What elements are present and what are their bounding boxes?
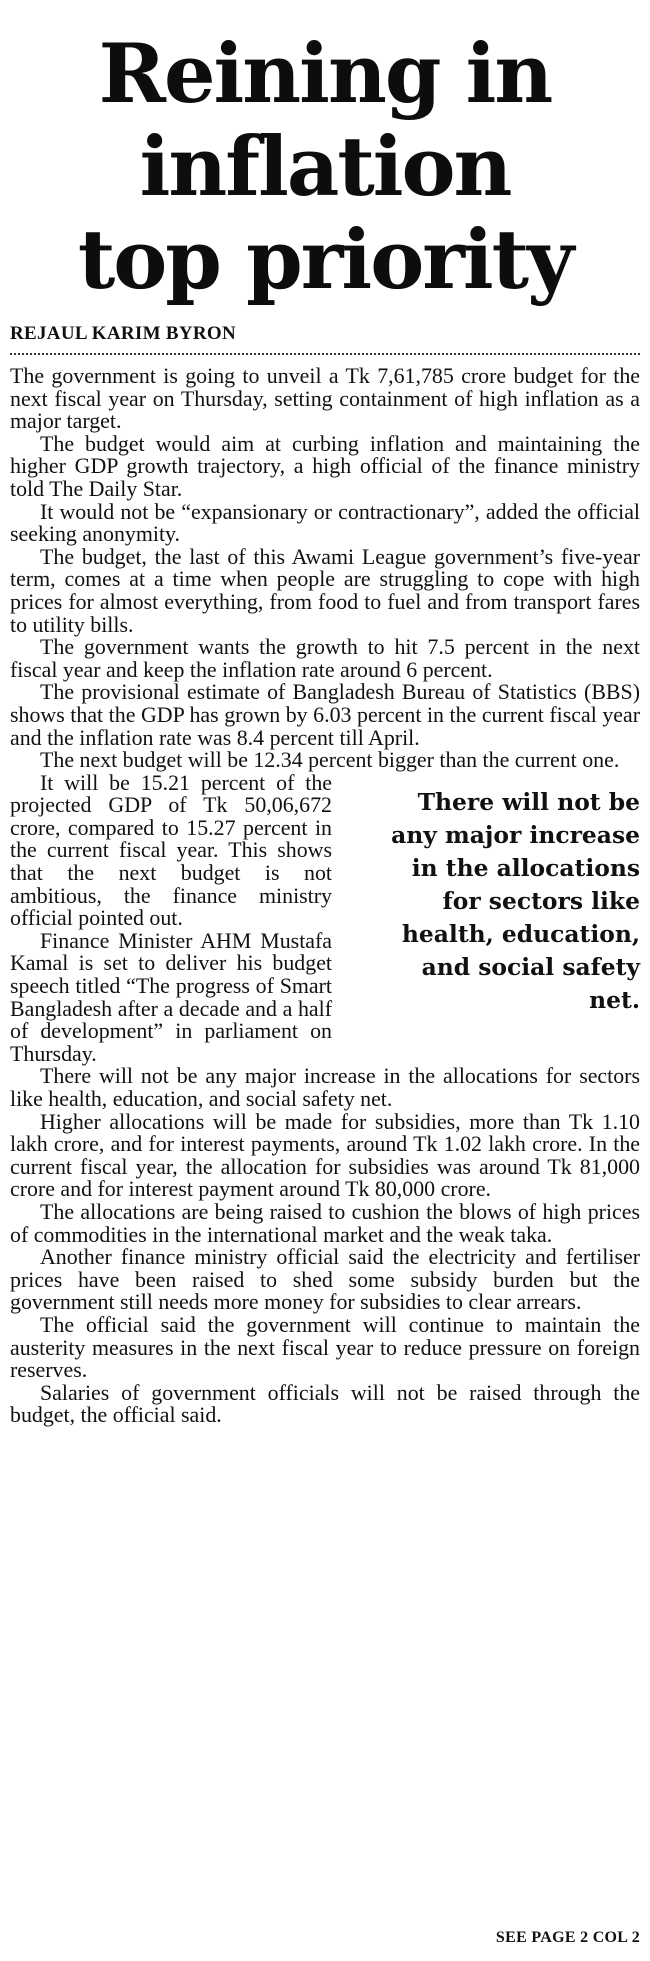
pull-quote-line: health, education, xyxy=(401,919,640,948)
paragraph: The provisional estimate of Bangladesh Bureau of Statistics (BBS) shows that the GDP has grown by 6.03 percent in the current fiscal year and the inflation rate was 8.4 percent till April. xyxy=(10,679,640,750)
paragraph: There will not be any major increase in the allocations for sectors like health, education, and social safety net. xyxy=(10,1063,640,1111)
pull-quote-line: net. xyxy=(589,985,640,1014)
paragraph: Higher allocations will be made for subsidies, more than Tk 1.10 lakh crore, and for interest payments, around Tk 1.02 lakh crore. In the current fiscal year, the allocation for subsidies was around Tk 81,000 crore and for interest payment around Tk 80,000 crore. xyxy=(10,1108,640,1202)
headline xyxy=(10,28,640,307)
paragraph: The government is going to unveil a Tk 7,61,785 crore budget for the next fiscal year on Thursday, setting containment of high inflation as a major target. xyxy=(10,363,640,434)
paragraph: The budget, the last of this Awami League government’s five-year term, comes at a time when people are struggling to cope with high prices for almost everything, from food to fuel and from transport fares to utility bills. xyxy=(10,543,640,637)
paragraph: Another finance ministry official said the electricity and fertiliser prices have been raised to shed some subsidy burden but the government still needs more money for subsidies to clear arrears. xyxy=(10,1244,640,1315)
paragraph: The official said the government will continue to maintain the austerity measures in the next fiscal year to reduce pressure on foreign reserves. xyxy=(10,1311,640,1383)
pull-quote xyxy=(350,786,640,1017)
byline: REJAUL KARIM BYRON xyxy=(10,323,640,355)
pull-quote-line: any major increase xyxy=(391,820,640,849)
paragraph: The government wants the growth to hit 7.5 percent in the next fiscal year and keep the inflation rate around 6 percent. xyxy=(10,634,640,682)
paragraph: The next budget will be 12.34 percent bigger than the current one. xyxy=(40,747,620,773)
pull-quote-line: in the allocations xyxy=(411,853,640,882)
article-body xyxy=(10,365,640,1427)
paragraph: Finance Minister AHM Mustafa Kamal is set to deliver his budget speech titled “The progress of Smart Bangladesh after a decade and a half of development” in parliament on Thursday. xyxy=(10,927,332,1066)
headline-line-2: inflation xyxy=(139,120,511,215)
paragraph: Salaries of government officials will not be raised through the budget, the official said. xyxy=(10,1379,640,1428)
headline-line-3: top priority xyxy=(77,213,573,308)
article xyxy=(10,28,640,1427)
paragraph: The allocations are being raised to cushion the blows of high prices of commodities in the international market and the weak taka. xyxy=(10,1198,640,1247)
paragraph: The budget would aim at curbing inflation and maintaining the higher GDP growth trajectory, a high official of the finance ministry told The Daily Star. xyxy=(10,430,640,501)
continuation-line: SEE PAGE 2 COL 2 xyxy=(495,1929,640,1946)
pull-quote-line: and social safety xyxy=(421,952,640,981)
pull-quote-line: for sectors like xyxy=(442,886,640,915)
headline-line-1: Reining in xyxy=(98,27,552,122)
paragraph: It will be 15.21 percent of the projected GDP of Tk 50,06,672 crore, compared to 15.27 percent in the current fiscal year. This shows that the next budget is not ambitious, the finance ministry official pointed out. xyxy=(10,769,332,931)
paragraph: It would not be “expansionary or contractionary”, added the official seeking anonymity. xyxy=(10,498,640,547)
pull-quote-line: There will not be xyxy=(417,787,640,816)
